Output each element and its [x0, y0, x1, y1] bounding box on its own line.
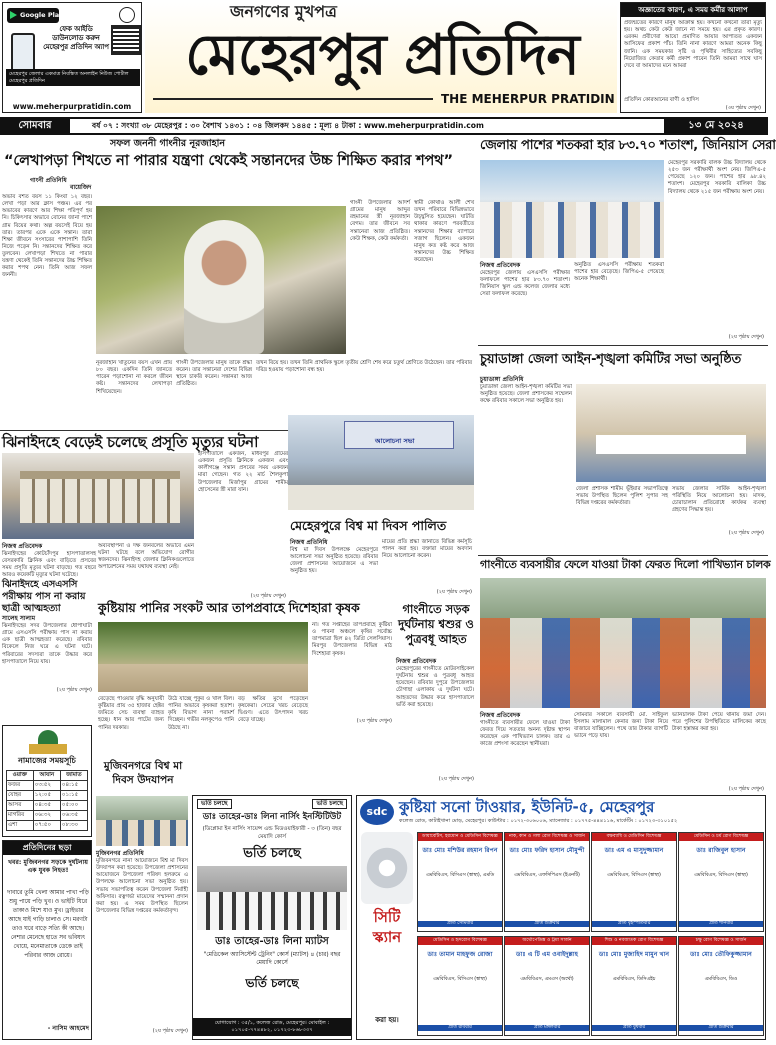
- kushtia-continue[interactable]: (২য় পৃষ্ঠায় দেখুন): [356, 718, 392, 724]
- nursing-admission: ভর্তি চলছে: [243, 846, 301, 861]
- gangni-accident-continue[interactable]: (২য় পৃষ্ঠায় দেখুন): [438, 776, 474, 782]
- students-crowd: [480, 202, 664, 258]
- nursing-admission2: ভর্তি চলছে: [245, 976, 299, 990]
- nursing-photo-students: [197, 866, 347, 930]
- doctor-name: ডাঃ মোঃ মুজাহিদ মামুন খান: [598, 951, 670, 958]
- story-mujibnagar: [94, 760, 190, 1040]
- ssc-suicide-headline[interactable]: ঝিনাইদহে এসএসসি পরীক্ষায় পাস না করায় ছাত্রী আত্মহত্যা: [2, 579, 86, 614]
- prayer-row: [7, 800, 88, 810]
- lead-headline[interactable]: “লেখাপড়া শিখতে না পারার যন্ত্রণা থেকেই সন্তানদের উচ্চ শিক্ষিত করার শপথ”: [4, 152, 453, 169]
- right-ear-text: প্রজন্মতের কারণে মানুষ আক্রান্ত হয়। কখনো কখনো তারা মৃত্যু হয়। অথচ কেউ কেউ জানে না সময়ে হয়। এর প্রকৃত কারণ। এরকম প্রবীণেরা আয়ো প্রমাণিত আয়ার আপাতত একজন আসিফের প্রকাশ পাঁচ। তিনি নানা কারণে আমরা অনেক কিছু জানি। এক সময়কার সৃষ্টি ও পৃথিবীর সাহিত্যের সবকিছু নিয়োজিত কেতাব কর্মী প্রকাশ পাবেন তিনি আমরা সাথে ঘাস দেবে বা আমাদের মনে আমরা: [624, 20, 762, 69]
- tagline: জনগণের মুখপত্র: [230, 2, 337, 21]
- doctor-specialty: মেডিসিন ও চর্ম রোগ বিশেষজ্ঞ: [679, 833, 763, 841]
- prayer-cell: ০৪:১৫: [60, 780, 87, 790]
- hospital-building: [20, 471, 180, 523]
- prayer-cell: ০৭:৫০: [33, 820, 60, 830]
- jhenaidah-text-left: ঝিনাইদহের কোটচাঁদপুর হাসপাতালসহ বেসরকারি ক্লিনিক এবং বাড়িতে প্রসবের সময় প্রসূতি মৃত্যুর ঘটনা বাড়ছে। গত বছরে আরও কয়েকটি মৃত্যুর ঘটনা ঘটেছে।: [2, 551, 96, 579]
- google-play-badge[interactable]: [7, 8, 64, 23]
- doctor-specialty: অর্থোপেডিক্স ও ট্রমা সার্জন: [505, 937, 589, 945]
- doctor-name: ডাঃ এ টি এম ওবাইদুল্লাহ: [516, 951, 578, 958]
- google-play-label: Google Play: [20, 11, 64, 19]
- ct-scan-sub: করা হয়।: [375, 1016, 399, 1024]
- mujibnagar-byline: মুজিবনগর প্রতিনিধি: [96, 850, 144, 857]
- right-ear-continue[interactable]: (৩য় পৃষ্ঠায় দেখুন): [725, 105, 761, 111]
- prayer-cell: ০৫:০০: [60, 800, 87, 810]
- doctor-specialty: চক্ষু রোগ বিশেষজ্ঞ ও সার্জন: [679, 937, 763, 945]
- prayer-cell: ১২:০৫: [33, 790, 60, 800]
- doctor-name: ডাঃ তামান মাহফুজ রোজা: [427, 951, 493, 958]
- kushtia-text5: বড় ক্ষতির মুখে পড়েছেন কৃষকেরা। সেচের খরচ বেড়েছে দ্বিগুণ। এতে উৎপাদন খরচ বেড়ে যাচ্ছে।: [238, 696, 308, 724]
- ssc-result-text1: মেহেরপুর জেলায় এসএসসি পরীক্ষার ফলাফলে পাশের হার ৮৩.৭০ শতাংশ। জিনিয়াস স্কুল এন্ড কলেজ জেলার মধ্যে সেরা ফলাফল করেছে।: [480, 270, 570, 298]
- prayer-cell: ০৬:৩২: [33, 810, 60, 820]
- prayer-times-table: [6, 770, 88, 831]
- ct-scanner-image: [361, 832, 413, 904]
- prayer-cell: ০৮:৩০: [60, 820, 87, 830]
- prayer-header-row: [7, 771, 88, 781]
- meeting-table: [596, 432, 746, 454]
- prayer-row: [7, 780, 88, 790]
- doctor-degree: এমবিবিএস, এফসিপিএস (ইএনটি): [514, 873, 580, 878]
- story-mothers-day: [288, 415, 476, 600]
- prayer-row: [7, 820, 88, 830]
- right-ear-title: অজ্ঞাতের কারণ, এ সময় কর্মীর আলাপ: [621, 3, 765, 17]
- ssc-result-continue[interactable]: (২য় পৃষ্ঠায় দেখুন): [728, 334, 764, 340]
- nursing-photo-row: [197, 892, 347, 930]
- right-ear-byline: প্রতিদিন কোরআনের বাণী ও হাদিস: [624, 97, 699, 103]
- story-trader: [478, 555, 771, 795]
- doctor-card: [591, 936, 677, 1036]
- chuadanga-photo-meeting: [576, 384, 766, 482]
- dateline-details: বর্ষ ০৭ : সংখ্যা ৩৮ মেহেরপুর : ৩০ বৈশাখ ১৪৩১ : ০৪ জিলকদ ১৪৪৫ : মূল্য ৪ টাকা : www.meherpurpratidin.com: [92, 121, 484, 130]
- rhyme-title: প্রতিদিনের ছড়া: [3, 841, 91, 855]
- prayer-cell: ০৩:৫২: [33, 780, 60, 790]
- date-label: ১৩ মে ২০২৪: [664, 119, 768, 133]
- doctor-time: প্রতি বৃহস্পতিবার: [592, 921, 676, 927]
- prayer-cell: ০১:১৫: [60, 790, 87, 800]
- sono-address: কলেজ রোড, কাটাইখানা মোড়, মেহেরপুর। কাউন্টার : ০১৭২-৩০৬০০৬, ম্যানেজার : ০১৭৭৫-৪৪৪১১৬, মার্কেটিং : ০১৭২৩-৩১০১৫২: [399, 818, 678, 824]
- prayer-header-cell: আযান: [33, 771, 60, 781]
- ssc-result-byline: নিজস্ব প্রতিবেদক: [480, 262, 521, 269]
- doctor-name: ডাঃ এম এ মাসুদুজ্জামান: [604, 847, 664, 854]
- nursing-title2: ডাঃ তাহের-ডাঃ লিনা ম্যাটস: [215, 936, 329, 947]
- trader-photo-people: [480, 618, 766, 708]
- doctor-time: প্রতি শুক্রবার: [505, 921, 589, 927]
- masthead-english: THE MEHERPUR PRATIDIN: [441, 92, 615, 106]
- ssc-result-photo: [480, 160, 664, 258]
- doctor-degree: এমবিবিএস, ডিও: [704, 977, 738, 982]
- lead-story: [0, 138, 476, 430]
- chuadanga-text3: সভায় জেলার সার্বিক আইন-শৃঙ্খলা পরিস্থিতি নিয়ে আলোচনা হয়। মাদক, চোরাচালান প্রতিরোধে কার্যকর ব্যবস্থা গ্রহণের সিদ্ধান্ত হয়।: [672, 486, 766, 514]
- mujibnagar-text: মুজিবনগরে নানা আয়োজনে বিশ্ব মা দিবস উদযাপন করা হয়েছে। উপজেলা প্রশাসনের আয়োজনে উপজেলা পরিষদ হলরুমে এ উপলক্ষে আলোচনা সভা অনুষ্ঠিত হয়। সভায় সভাপতিত্ব করেন উপজেলা নির্বাহী অফিসার। রত্নগর্ভা মায়েদের সম্মাননা প্রদান করা হয়। এ সময় উপস্থিত ছিলেন উপজেলার বিভিন্ন দপ্তরের কর্মকর্তাবৃন্দ।: [96, 858, 188, 914]
- doctor-time: প্রতি মঙ্গলবার: [505, 1025, 589, 1031]
- lead-col6: তখন বিয়ে হয়। তখন তিনি প্রাথমিক স্কুলে তৃতীয় শ্রেণি শেষ করে চতুর্থ শ্রেণিতে উঠেছেন। তার পরিবার দরিদ্র হওয়ায় পড়াশোনা বন্ধ হয়।: [256, 360, 472, 374]
- jhenaidah-text-mid: অব্যবস্থাপনা ও দক্ষ জনবলের অভাবে এমন ঘটনা ঘটছে বলে অভিযোগ রোগীর স্বজনদের। ঝিনাইদহ জেলার ক্লিনিকগুলোতে অপারেশনের সময় যথাযথ ব্যবস্থা নেই।: [98, 543, 194, 571]
- mujibnagar-photo: [96, 796, 188, 846]
- doctor-degree: এমবিবিএস, বিসিএস (স্বাস্থ্য): [433, 977, 487, 982]
- mosque-base: [29, 744, 67, 754]
- mothers-day-headline[interactable]: মেহেরপুরে বিশ্ব মা দিবস পালিত: [290, 518, 447, 533]
- ssc-suicide-continue[interactable]: (২য় পৃষ্ঠায় দেখুন): [56, 687, 92, 693]
- app-subline: মেহেরপুর জেলার একমাত্র নিবন্ধিত অনলাইন নিউজ পোর্টাল মেহেরপুর প্রতিদিন: [6, 69, 140, 86]
- app-promo-box: [2, 2, 142, 113]
- chuadanga-text1: চুয়াডাঙ্গা জেলা আইন-শৃঙ্খলা কমিটির সভা অনুষ্ঠিত হয়েছে। জেলা প্রশাসকের সম্মেলন কক্ষে রবিবার সকালে সভা অনুষ্ঠিত হয়।: [480, 384, 572, 405]
- mothers-day-banner: [344, 421, 454, 449]
- ssc-suicide-text: ঝিনাইদহের সদর উপজেলার ধোপাঘাটা গ্রামে এসএসসি পরীক্ষায় পাস না করায় এক ছাত্রী আত্মহত্যা করেছে। রবিবার বিকেলে নিজ ঘরে এ ঘটনা ঘটে। পরিবারের সদস্যরা তাকে উদ্ধার করে হাসপাতালে নিয়ে যায়।: [2, 623, 92, 665]
- story-ssc-suicide: [0, 575, 94, 725]
- doctor-specialty: শিশু ও নবজাতক রোগ বিশেষজ্ঞ: [592, 937, 676, 945]
- lead-col4: গাংনী উপজেলার মানুষ তাকে শ্রদ্ধা করেন। তার সন্তানেরা দেশের বিভিন্ন স্থানে চাকরি করেন। সন্তানরা আজ প্রতিষ্ঠিত।: [176, 360, 252, 388]
- prayer-row: [7, 790, 88, 800]
- masthead-rule: [153, 98, 433, 100]
- ssc-suicide-byline: সালেহ সালাম: [2, 615, 36, 622]
- doctor-degree: এমবিবিএস, এমএস (অর্থো): [520, 977, 574, 982]
- lead-kicker: সফল জননী গাংনীর নূরজাহান: [110, 138, 226, 149]
- lead-byline-left: গাংনী প্রতিনিধি: [30, 177, 67, 184]
- trader-text2: সোমবার সকালে ব্যবসায়ী মো. সাইফুল ইসলাম মালামাল কেনার জন্য টাকা নিয়ে বাজারে যাচ্ছিলেন। পথে তার টাকার ব্যাগটি ভ্যানে পড়ে যায়।: [574, 712, 668, 740]
- doctor-degree: এমবিবিএস, বিসিএস (স্বাস্থ্য): [694, 873, 748, 878]
- mothers-day-banner-text: আলোচনা সভা: [375, 437, 415, 445]
- prayer-cell: মাগরিব: [7, 810, 34, 820]
- doctor-card: [504, 832, 590, 932]
- kushtia-text4: উঠে যাচ্ছে পুকুর ও খাল বিল। পানির অভাবে কৃষকরা হতাশ। কৃষি বিভাগ নানা পরামর্শ দিচ্ছেন। গভীর নলকূপেও পানি উঠছে না।: [168, 696, 234, 731]
- nursing-ad: [192, 795, 352, 1040]
- lead-byline-right: বায়েজিদ: [70, 184, 92, 191]
- doctor-time: প্রতি শুক্রবার: [679, 1025, 763, 1031]
- nursing-tag-right: ভর্তি চলছে: [312, 799, 347, 809]
- doctor-specialty: বক্ষব্যাধি ও মেডিসিন বিশেষজ্ঞ: [592, 833, 676, 841]
- lead-col2: গাংনী উপজেলার আদর্শ গ্রামের মানুষ আব্দুর রহমানের স্ত্রী নূরজাহান বেগম। তার জীবনে সব সন্তানেরা আজ প্রতিষ্ঠিত। কেউ শিক্ষক, কেউ কর্মকর্তা।: [350, 200, 410, 242]
- doctor-specialty: মেডিসিন ও হৃদরোগ বিশেষজ্ঞ: [418, 937, 502, 945]
- prayer-cell: আসর: [7, 800, 34, 810]
- lead-col5: স্বামী কোথাও আলী শেখ তখন পরিবারে বিভিন্নভাবে উচ্ছ্বসিত হয়েছেন। ঘাটতি থাকার কারণে পরবর্তীতে সন্তানদের শিক্ষার ব্যাপারে সজাগ ছিলেন। একজন মানুষ কত কষ্ট করে আজ সন্তানদের উচ্চ শিক্ষিত করেছেন।: [414, 200, 474, 263]
- prayer-header-cell: ওয়াক্ত: [7, 771, 34, 781]
- ssc-result-headline[interactable]: জেলায় পাশের শতকরা হার ৮৩.৭০ শতাংশ, জিনিয়াস সেরা: [480, 138, 776, 153]
- mothers-day-photo: [288, 415, 474, 510]
- mothers-day-byline: নিজস্ব প্রতিনিধি: [290, 539, 328, 546]
- doctor-time: প্রতি রবিবার: [418, 1025, 502, 1031]
- doctor-name: ডাঃ মোঃ ফরিদ হাসান মৌমুন্দী: [509, 847, 585, 854]
- doctor-grid: [417, 832, 765, 1038]
- doctor-name: ডাঃ রাজিবুল হাসান: [696, 847, 746, 854]
- doctor-card: [678, 936, 764, 1036]
- prayer-cell: ০৪:৩৫: [33, 800, 60, 810]
- mosque-icon: [29, 730, 67, 754]
- doctor-name: ডাঃ মোঃ তৌফিকুজ্জামান: [690, 951, 752, 958]
- rhyme-subtitle: খবর: মুজিবনগর সড়কে দুর্ঘটনায় এক যুবক নিহত!: [7, 859, 89, 875]
- trader-continue[interactable]: (২য় পৃষ্ঠায় দেখুন): [728, 786, 764, 792]
- gangni-accident-text: মেহেরপুরের গাংনীতে মোটরসাইকেল দুর্ঘটনায় শ্বশুর ও পুত্রবধূ আহত হয়েছেন। রবিবার দুপুরে উপজেলার চৌগাছা এলাকায় এ দুর্ঘটনা ঘটে। আহতদের উদ্ধার করে হাসপাতালে ভর্তি করা হয়েছে।: [396, 666, 474, 708]
- nursing-tag-left: ভর্তি চলছে: [197, 799, 232, 809]
- story-chuadanga: [478, 345, 768, 540]
- kushtia-photo-river: [98, 664, 308, 692]
- doctor-degree: এমবিবিএস, বিসিএস (স্বাস্থ্য): [607, 873, 661, 878]
- sono-tower-ad: [356, 795, 766, 1040]
- publisher-emblem-icon: [119, 7, 135, 23]
- jhenaidah-photo-hospital: [2, 453, 194, 539]
- prayer-row: [7, 810, 88, 820]
- kushtia-photo-field: [98, 622, 308, 692]
- nursing-title: ডাঃ তাহের-ডাঃ লিনা নার্সিং ইনস্টিটিউট: [202, 812, 342, 822]
- gangni-accident-byline: নিজস্ব প্রতিবেদক: [396, 658, 437, 665]
- doctor-degree: এমবিবিএস, বিসিএস (স্বাস্থ্য), এমডি: [425, 873, 495, 878]
- prayer-times-title: নামাজের সময়সূচি: [18, 756, 76, 765]
- gangni-accident-headline[interactable]: গাংনীতে সড়ক দুর্ঘটনায় শ্বশুর ও পুত্রবধূ আহত: [398, 602, 474, 646]
- qr-code-icon: [113, 27, 139, 53]
- website-label[interactable]: www.meherpurpratidin.com: [12, 102, 132, 111]
- jhenaidah-continue[interactable]: (২য় পৃষ্ঠায় দেখুন): [250, 593, 286, 599]
- prayer-header-cell: জামাত: [60, 771, 87, 781]
- ct-scan-label: সিটি স্ক্যান: [372, 908, 402, 946]
- doctor-time: প্রতি শনিবার: [679, 921, 763, 927]
- jhenaidah-text-right: হাসপাতালে একজন, মাধবপুর গ্রামের একজন প্রসূতি ক্লিনিকে একজন এবং কালীগঞ্জে সন্তান প্রসবের সময় একজন মারা গেছেন। গত ২২ মার্চ শৈলকুপা উপজেলার মির্জাপুর গ্রামের শামীম হোসেনের স্ত্রী মারা যান।: [198, 451, 288, 493]
- kushtia-text2: না। গত সপ্তাহের তাপপ্রবাহে কুষ্টিয়া ও পাবনা অঞ্চলে কৃষির সর্বোচ্চ তাপমাত্রা ছিল ৪২ ডিগ্রি সেলসিয়াস। মিরপুর উপজেলার বিভিন্ন মাঠ দিশেহারা কৃষক।: [312, 622, 392, 657]
- doctor-specialty: ডায়াবেটিস, হরমোন ও মেডিসিন বিশেষজ্ঞ: [418, 833, 502, 841]
- trader-text1: গাংনীতে ব্যবসায়ীর ফেলে যাওয়া টাকা ফেরত দিয়ে সততার অনন্য দৃষ্টান্ত স্থাপন করেছেন এক পাখিভ্যান চালক। তার এ কাজে প্রশংসা করেছেন স্থানীয়রা।: [480, 720, 570, 748]
- jhenaidah-headline[interactable]: ঝিনাইদহে বেড়েই চলেছে প্রসূতি মৃত্যুর ঘটনা: [2, 433, 259, 451]
- sono-logo: [360, 799, 394, 825]
- app-promo-text: ফেক আইডি ডাউনলোড করুন মেহেরপুর প্রতিদিন অ্যাপ: [43, 25, 109, 52]
- mothers-day-text2: মায়ের প্রতি শ্রদ্ধা জানাতে বিভিন্ন কর্মসূচি পালন করা হয়। বক্তারা মায়ের অবদান নিয়ে আলোচনা করেন।: [382, 539, 472, 560]
- ssc-result-text2: অনুষ্ঠিত এসএসসি পরীক্ষায় শতকরা পাশের হার বেড়েছে। জিপিএ-৫ পেয়েছে অনেক শিক্ষার্থী।: [574, 262, 664, 283]
- chuadanga-text2: জেলা প্রশাসক শামীম ভূঁইয়ার সভাপতিত্বে সভায় উপস্থিত ছিলেন পুলিশ সুপার সহ বিভিন্ন দপ্তরের কর্মকর্তারা।: [576, 486, 668, 507]
- trader-headline[interactable]: গাংনীতে ব্যবসায়ীর ফেলে যাওয়া টাকা ফেরত দিলো পাখিভ্যান চালক: [480, 558, 771, 571]
- story-ssc-result: [478, 138, 776, 343]
- jhenaidah-byline: নিজস্ব প্রতিবেদক: [2, 543, 43, 550]
- trader-byline: নিজস্ব প্রতিবেদক: [480, 712, 521, 719]
- mujibnagar-headline[interactable]: মুজিবনগরে বিশ্ব মা দিবস উদযাপন: [103, 760, 183, 786]
- prayer-cell: ০৬:৩৫: [60, 810, 87, 820]
- ssc-result-text3: মেহেরপুর সরকারি বালক উচ্চ বিদ্যালয় থেকে ২৫৩ জন পরীক্ষার্থী অংশ নেয়। জিপিএ-৫ পেয়েছে ১২০ জন। পাশের হার ৯৮.৪২ শতাংশ। মেহেরপুর সরকারি বালিকা উচ্চ বিদ্যালয় থেকে ২১৫ জন পরীক্ষায় অংশ নেয়।: [668, 160, 766, 195]
- mujibnagar-continue[interactable]: (২য় পৃষ্ঠায় দেখুন): [152, 1028, 188, 1034]
- mothers-day-continue[interactable]: (২য় পৃষ্ঠায় দেখুন): [436, 589, 472, 595]
- masthead-area: [0, 0, 768, 116]
- doctor-card: [417, 936, 503, 1036]
- doctor-degree: এমবিবিএস, ডিসিএইচ: [612, 977, 656, 982]
- kushtia-headline[interactable]: কুষ্টিয়ায় পানির সংকট আর তাপপ্রবাহে দিশেহারা কৃষক: [98, 600, 360, 615]
- sono-logo-text: sdc: [366, 805, 388, 818]
- kushtia-text3: বেড়েছে পাওয়ার বৃদ্ধি অনুযায়ী কুষ্টিয়ার প্রায় ৩৫ হাজার হেক্টর জমিতে সেচ ব্যবস্থা ব্যাহত হচ্ছে। ধান আর পাটের জন্য পানির দরকার।: [98, 696, 164, 731]
- doctor-card: [504, 936, 590, 1036]
- masthead-title-block: [145, 2, 617, 113]
- sono-title: কুষ্টিয়া সনো টাওয়ার, ইউনিট-৫, মেহেরপুর: [399, 798, 655, 816]
- rhyme-verses: দাবারে তুমি খেলা আমার পাখা পড়ি শুধু পায়ে পড়ি খুব। ও ভাইটি যিরে তাকাও মিশে যাও মুখ। ড্রাইভার আছে যাই গাড়ি চালাও সে। মরণটা তাও ঘরে বাড়ে সত্যি কী আছে। নেশার মেনেছে হাতে সব ভবিষ্যৎ খোয়ে, মনেমাতাকে ডেকে তাই পরিবার আজ রোয়ে।: [7, 890, 89, 959]
- lead-photo-nurjahan: [96, 206, 346, 354]
- chuadanga-byline: চুয়াডাঙ্গা প্রতিনিধি: [480, 376, 524, 383]
- story-gangni-accident: [394, 598, 476, 793]
- doctor-specialty: নাক, কান ও গলা রোগ বিশেষজ্ঞ ও সার্জন: [505, 833, 589, 841]
- doctor-time: প্রতি বুধবার: [592, 1025, 676, 1031]
- doctor-time: প্রতি সোমবার: [418, 921, 502, 927]
- mujibnagar-photo-people: [96, 820, 188, 846]
- rhyme-author: - নাসিম আহমেদ: [47, 1025, 89, 1032]
- prayer-times-box: [2, 725, 92, 837]
- trader-text3: ভ্যানচালক টাকা পেয়ে থানায় জমা দেন। পরে পুলিশের উপস্থিতিতে মালিকের কাছে টাকা হস্তান্তর করা হয়।: [672, 712, 766, 733]
- doctor-card: [417, 832, 503, 932]
- chuadanga-headline[interactable]: চুয়াডাঙ্গা জেলা আইন-শৃঙ্খলা কমিটির সভা অনুষ্ঠিত: [480, 352, 742, 367]
- nursing-course2: "মেডিকেল অ্যাসিস্টেন্ট ট্রেনিং" কোর্স (ম্যাটস) ৪ (চার) বছর মেয়াদি কোর্সে: [203, 952, 341, 966]
- lead-col1: অভাব বশত বয়স ১১ কিংবা ১২ বছর। লেখা পড়া আর ক্লাস পঞ্চম। এর পর অভাবের কারণে আর শিক্ষা পরিপূর্ণ হয় নি। চিকিৎসার অভাবে বোনের জানা পাশে গ্রাম বিয়ের কথা। অল্প বয়সেই বিয়ে হয় তার। তারপর একে একে সন্তান। তারা শিক্ষা জীবনে সংসারের পাশাপাশি তিনি নিজে পড়েন নি। সন্তানদের শিক্ষিত করে তুলবেন। লেখাপড়া শিখতে না পারার যন্ত্রণা থেকেই তিনি সন্তানদের উচ্চ শিক্ষিত করার শপথ নেন। তিনি আজ সফল জননী।: [2, 194, 92, 279]
- nursing-course: (ডিপ্লোমা ইন নার্সিং সায়েন্স এন্ড মিডওয়াইফারী - ৩ (তিন) বছর মেয়াদি কোর্স: [202, 826, 342, 840]
- doctor-card: [591, 832, 677, 932]
- prayer-cell: যোহর: [7, 790, 34, 800]
- mosque-dome: [38, 730, 58, 744]
- play-icon: [10, 11, 17, 19]
- chuadanga-continue[interactable]: (২য় পৃষ্ঠায় দেখুন): [728, 530, 764, 536]
- trader-photo-handover: [480, 578, 766, 708]
- doctor-card: [678, 832, 764, 932]
- daily-rhyme-box: [2, 840, 92, 1040]
- prayer-cell: এশা: [7, 820, 34, 830]
- dateline-bar: [0, 117, 768, 135]
- prayer-cell: ফজর: [7, 780, 34, 790]
- right-ear-box: [620, 2, 766, 113]
- nursing-address: যোগাযোগ : ৩৫/১, কলেজ রোড, মেহেরপুর। মোবাইল : ০১৭০৫-৭৭৪৪৮২, ০১৭২৩-৮৬৮৩৩৭: [193, 1018, 351, 1036]
- doctor-name: ডাঃ মোঃ মশিউর রহমান রিপন: [422, 847, 498, 854]
- mothers-day-text1: বিশ্ব মা দিবস উপলক্ষে মেহেরপুরে আলোচনা সভা অনুষ্ঠিত হয়েছে। রবিবার জেলা প্রশাসনের আয়োজনে এ সভা অনুষ্ঠিত হয়।: [290, 547, 378, 575]
- lead-photo-figure: [184, 220, 264, 354]
- day-label: সোমবার: [0, 119, 70, 133]
- masthead-title: মেহেরপুর প্রতিদিন: [185, 22, 579, 88]
- conference-table: [288, 485, 474, 510]
- lead-col3: নূরজাহান খাতুনের বয়স এখন প্রায় ৮০ বছর। একদিন তিনি জানতে পারেন পড়াশোনা না করলে জীবন কষ্ট। সন্তানদের লেখাপড়া শিখিয়েছেন।: [96, 360, 172, 395]
